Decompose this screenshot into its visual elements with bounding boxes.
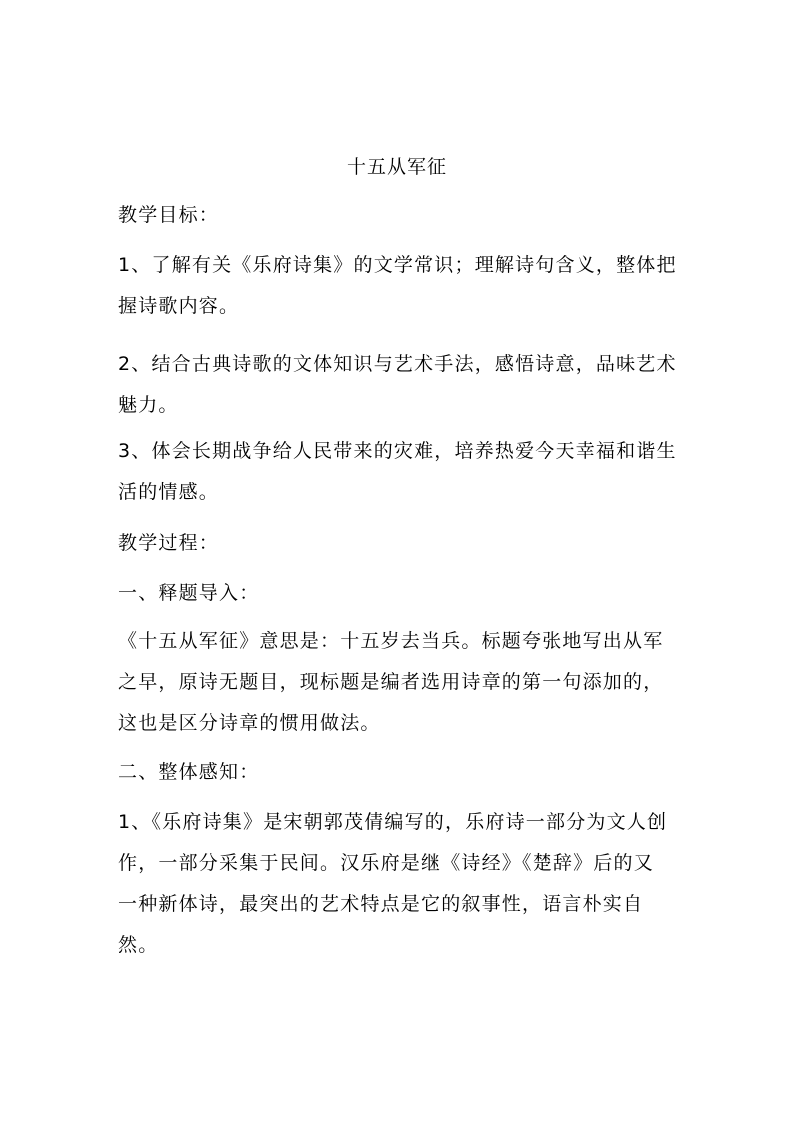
perception-1-line-2: 作，一部分采集于民间。汉乐府是继《诗经》《楚辞》后的又 bbox=[118, 852, 654, 874]
objectives-heading-text: 教学目标： bbox=[118, 204, 220, 226]
perception-heading bbox=[118, 752, 678, 793]
page-title: 十五从军征 bbox=[346, 156, 447, 178]
perception-1-line-4: 然。 bbox=[118, 934, 159, 956]
objective-2 bbox=[118, 344, 678, 426]
intro-paragraph bbox=[118, 621, 678, 744]
objective-3-line-2: 活的情感。 bbox=[118, 481, 220, 503]
process-heading bbox=[118, 523, 678, 564]
objective-3 bbox=[118, 431, 678, 513]
objective-3-line-1: 3、体会长期战争给人民带来的灾难，培养热爱今天幸福和谐生 bbox=[118, 440, 677, 462]
objective-1-line-1: 1、了解有关《乐府诗集》的文学常识；理解诗句含义，整体把 bbox=[118, 254, 677, 276]
objectives-heading bbox=[118, 195, 678, 236]
intro-heading-text: 一、释题导入： bbox=[118, 582, 260, 604]
objective-1 bbox=[118, 245, 678, 327]
intro-line-2: 之早，原诗无题目，现标题是编者选用诗章的第一句添加的， bbox=[118, 671, 664, 693]
intro-line-3: 这也是区分诗章的惯用做法。 bbox=[118, 712, 381, 734]
objective-2-line-1: 2、结合古典诗歌的文体知识与艺术手法，感悟诗意，品味艺术 bbox=[118, 353, 677, 375]
perception-heading-text: 二、整体感知： bbox=[118, 761, 260, 783]
perception-1-line-3: 一种新体诗，最突出的艺术特点是它的叙事性，语言朴实自 bbox=[118, 893, 644, 915]
perception-paragraph-1 bbox=[118, 802, 678, 966]
objective-2-line-2: 魅力。 bbox=[118, 394, 179, 416]
perception-1-line-1: 1、《乐府诗集》是宋朝郭茂倩编写的，乐府诗一部分为文人创 bbox=[118, 811, 668, 833]
objective-1-line-2: 握诗歌内容。 bbox=[118, 295, 240, 317]
process-heading-text: 教学过程： bbox=[118, 532, 220, 554]
intro-heading bbox=[118, 573, 678, 614]
intro-line-1: 《十五从军征》意思是：十五岁去当兵。标题夸张地写出从军 bbox=[118, 630, 664, 652]
